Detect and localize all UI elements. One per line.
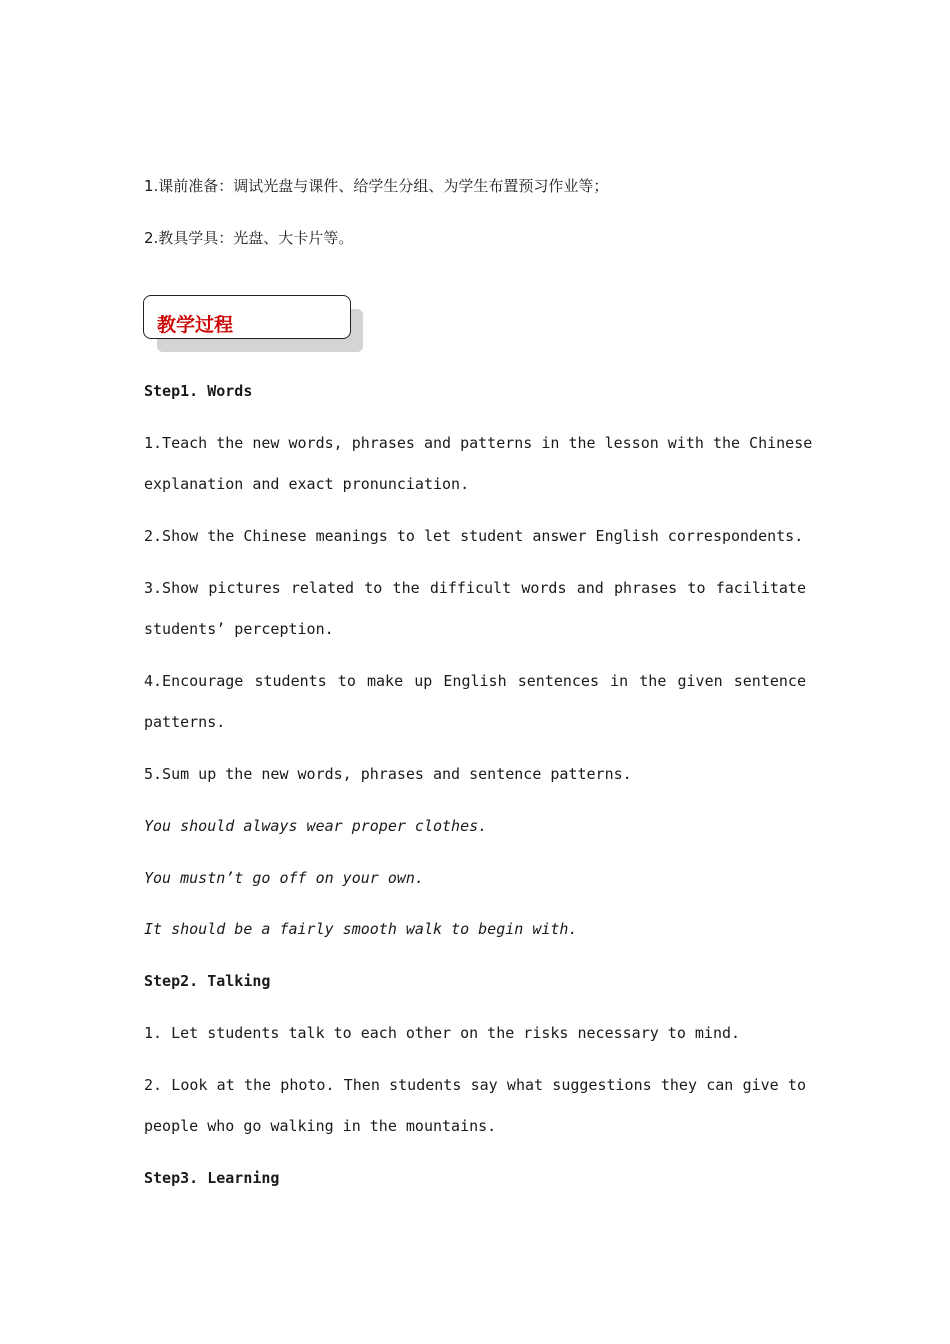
example-sentence-3: It should be a fairly smooth walk to begin with. [144, 920, 578, 938]
step1-item4-line2: patterns. [144, 713, 226, 731]
step2-heading: Step2. Talking [144, 972, 271, 990]
step1-item1-line1: 1.Teach the new words, phrases and patterns in the lesson with the Chinese [144, 434, 813, 452]
example-sentence-2: You mustn’t go off on your own. [144, 869, 424, 887]
step1-item3-line2: students’ perception. [144, 620, 334, 638]
step2-item2-line2: people who go walking in the mountains. [144, 1117, 497, 1135]
step1-item1-line2: explanation and exact pronunciation. [144, 475, 470, 493]
example-sentence-1: You should always wear proper clothes. [144, 817, 488, 835]
section-title-box [143, 295, 351, 339]
section-title: 教学过程 [157, 314, 234, 336]
step1-item4-line1: 4.Encourage students to make up English sentences in the given sentence [144, 672, 806, 690]
step2-item1: 1. Let students talk to each other on the risks necessary to mind. [144, 1024, 741, 1042]
step1-item2: 2.Show the Chinese meanings to let student answer English correspondents. [144, 527, 804, 545]
step2-item2-line1: 2. Look at the photo. Then students say what suggestions they can give to [144, 1076, 806, 1094]
prep-line-2: 2.教具学具：光盘、大卡片等。 [144, 229, 354, 247]
step1-item3-line1: 3.Show pictures related to the difficult words and phrases to facilitate [144, 579, 806, 597]
step1-heading: Step1. Words [144, 382, 253, 400]
prep-line-1: 1.课前准备：调试光盘与课件、给学生分组、为学生布置预习作业等； [144, 177, 609, 195]
step3-heading: Step3. Learning [144, 1169, 280, 1187]
step1-item5: 5.Sum up the new words, phrases and sentence patterns. [144, 765, 632, 783]
